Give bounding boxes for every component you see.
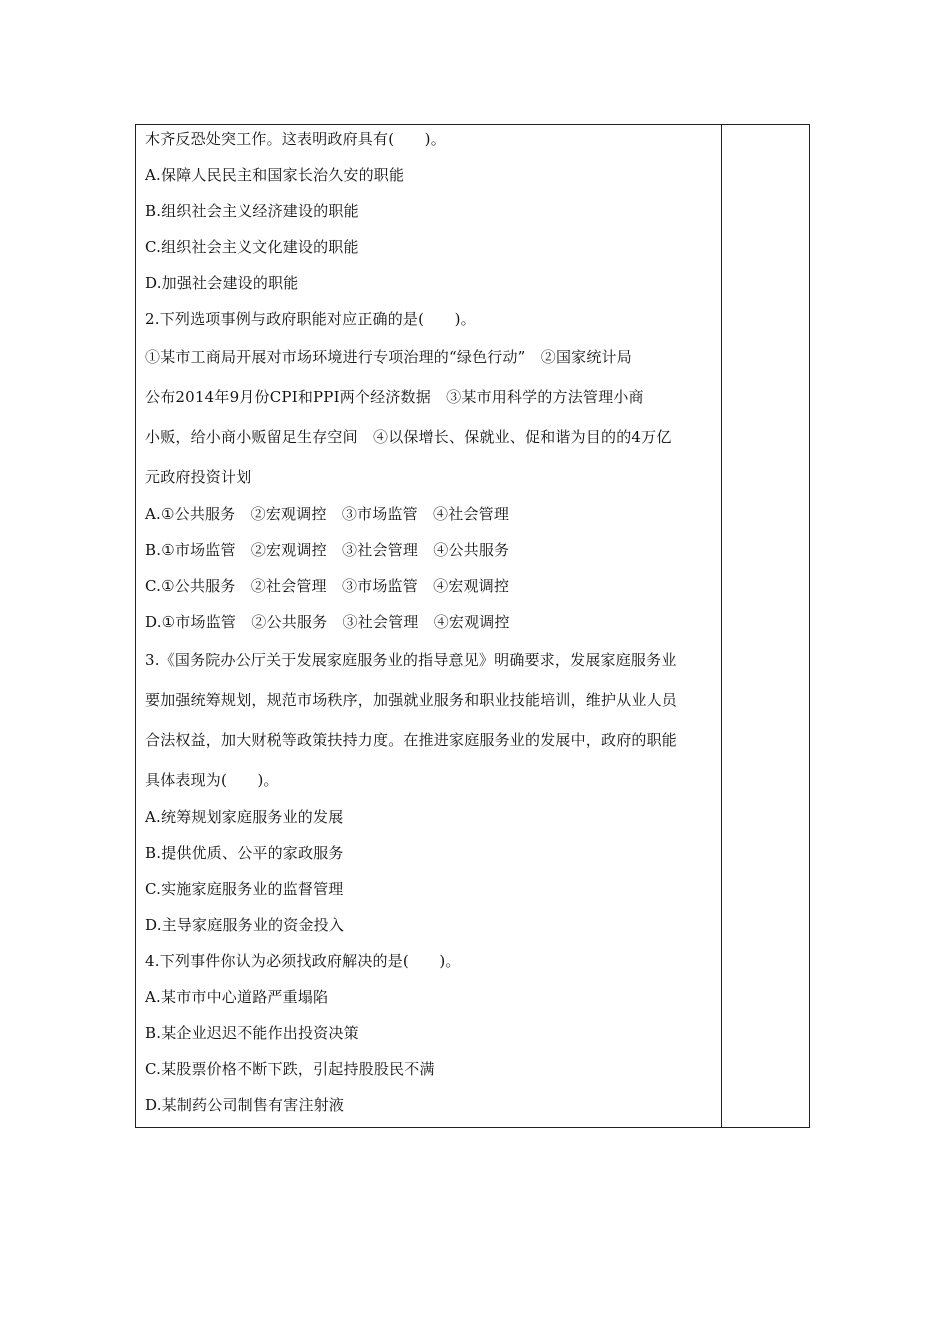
option-line: A.统筹规划家庭服务业的发展	[145, 808, 344, 826]
question-line: 2.下列选项事例与政府职能对应正确的是( )。	[145, 310, 476, 328]
question-line: 元政府投资计划	[145, 468, 252, 486]
option-line: B.某企业迟迟不能作出投资决策	[145, 1024, 359, 1042]
option-line: C.组织社会主义文化建设的职能	[145, 238, 359, 256]
option-line: D.某制药公司制售有害注射液	[145, 1096, 345, 1114]
option-line: D.加强社会建设的职能	[145, 274, 299, 292]
option-line: A.保障人民民主和国家长治久安的职能	[145, 166, 405, 184]
option-line: B.①市场监管 ②宏观调控 ③社会管理 ④公共服务	[145, 541, 510, 559]
question-line: 3.《国务院办公厅关于发展家庭服务业的指导意见》明确要求，发展家庭服务业	[145, 651, 677, 669]
option-line: D.主导家庭服务业的资金投入	[145, 916, 345, 934]
option-line: C.某股票价格不断下跌，引起持股股民不满	[145, 1060, 435, 1078]
option-line: B.组织社会主义经济建设的职能	[145, 202, 359, 220]
option-line: B.提供优质、公平的家政服务	[145, 844, 344, 862]
question-line: 合法权益，加大财税等政策扶持力度。在推进家庭服务业的发展中，政府的职能	[145, 731, 678, 749]
question-line: ①某市工商局开展对市场环境进行专项治理的“绿色行动” ②国家统计局	[145, 348, 632, 366]
question-line: 公布2014年9月份CPI和PPI两个经济数据 ③某市用科学的方法管理小商	[145, 388, 644, 406]
question-line: 4.下列事件你认为必须找政府解决的是( )。	[145, 952, 461, 970]
option-line: C.实施家庭服务业的监督管理	[145, 880, 344, 898]
option-line: A.①公共服务 ②宏观调控 ③市场监管 ④社会管理	[145, 505, 510, 523]
question-line: 小贩，给小商小贩留足生存空间 ④以保增长、保就业、促和谐为目的的4万亿	[145, 428, 672, 446]
question-line: 具体表现为( )。	[145, 771, 279, 789]
option-line: A.某市市中心道路严重塌陷	[145, 988, 329, 1006]
question-line: 要加强统筹规划，规范市场秩序，加强就业服务和职业技能培训，维护从业人员	[145, 691, 678, 709]
table-column-divider	[721, 125, 722, 1127]
question-line: 木齐反恐处突工作。这表明政府具有( )。	[145, 130, 446, 148]
question-table	[135, 124, 810, 1128]
option-line: D.①市场监管 ②公共服务 ③社会管理 ④宏观调控	[145, 613, 510, 631]
option-line: C.①公共服务 ②社会管理 ③市场监管 ④宏观调控	[145, 577, 510, 595]
